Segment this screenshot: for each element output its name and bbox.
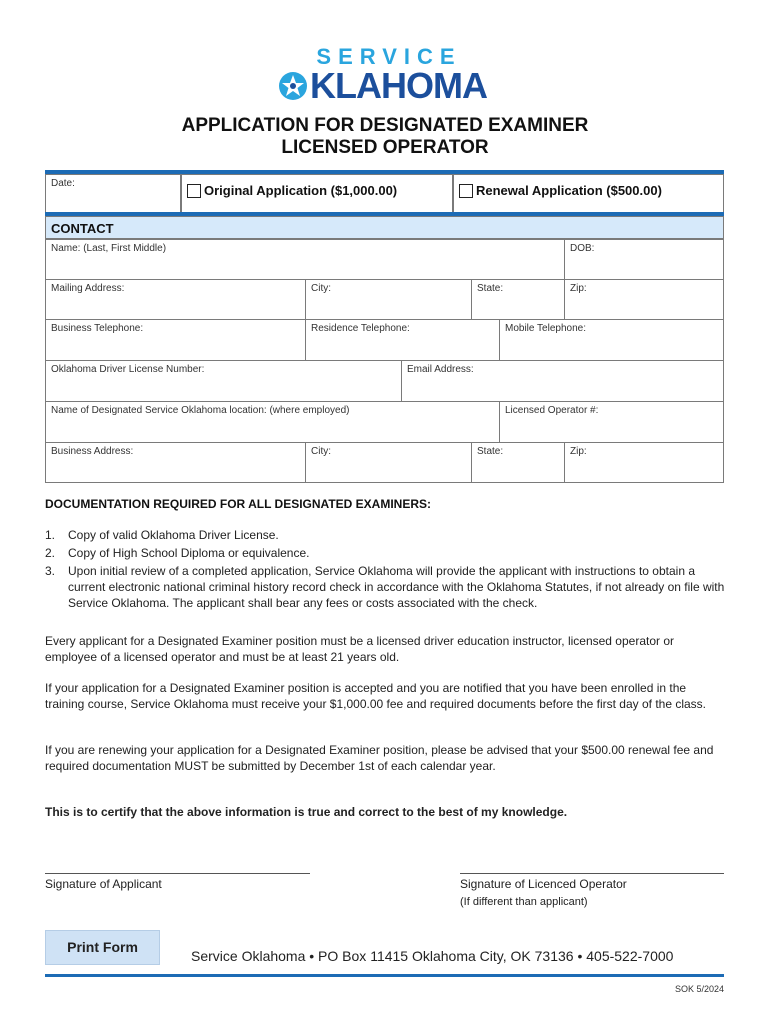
applicant-signature-label: Signature of Applicant xyxy=(45,877,162,891)
footer-address: Service Oklahoma • PO Box 11415 Oklahoma City, OK 73136 • 405-522-7000 xyxy=(191,948,674,964)
mobile-telephone-field[interactable]: Mobile Telephone: xyxy=(499,319,724,361)
renewal-application-option[interactable]: Renewal Application ($500.00) xyxy=(459,183,662,198)
business-address-field[interactable]: Business Address: xyxy=(45,442,306,483)
service-oklahoma-logo xyxy=(0,40,770,110)
oklahoma-star-icon xyxy=(278,71,308,101)
business-state-field[interactable]: State: xyxy=(471,442,565,483)
original-application-option[interactable]: Original Application ($1,000.00) xyxy=(187,183,397,198)
date-field[interactable]: Date: xyxy=(45,174,181,213)
state-field[interactable]: State: xyxy=(471,279,565,320)
list-item: 2. Copy of High School Diploma or equivalence. xyxy=(45,546,310,560)
original-application-checkbox[interactable] xyxy=(187,184,201,198)
contact-section-header: CONTACT xyxy=(45,216,724,239)
driver-license-number-field[interactable]: Oklahoma Driver License Number: xyxy=(45,360,402,402)
licensed-operator-number-field[interactable]: Licensed Operator #: xyxy=(499,401,724,443)
print-form-button[interactable]: Print Form xyxy=(45,930,160,965)
business-zip-field[interactable]: Zip: xyxy=(564,442,724,483)
operator-signature-note: (If different than applicant) xyxy=(460,896,588,908)
renewal-paragraph: If you are renewing your application for a Designated Examiner position, please be advised that your $500.00 renewal fee and required documentation MUST be submitted by December 1st of each calendar year. xyxy=(45,743,714,773)
mailing-address-field[interactable]: Mailing Address: xyxy=(45,279,306,320)
list-item: 3. Upon initial review of a completed application, Service Oklahoma will provide the applicant with instructions to obtain a current electronic national criminal history record check in accordance with the Oklahoma Statutes, if not already on file with Service Oklahoma. The applicant shall bear any fees or costs associated with the check. xyxy=(45,564,725,610)
training-fee-paragraph: If your application for a Designated Examiner position is accepted and you are notified that you have been enrolled in the training course, Service Oklahoma must receive your $1,000.00 fee and required documents before the first day of the class. xyxy=(45,681,707,711)
name-field[interactable]: Name: (Last, First Middle) xyxy=(45,239,565,280)
city-field[interactable]: City: xyxy=(305,279,472,320)
operator-signature-label: Signature of Licenced Operator xyxy=(460,877,627,891)
email-address-field[interactable]: Email Address: xyxy=(401,360,724,402)
business-telephone-field[interactable]: Business Telephone: xyxy=(45,319,306,361)
logo-oklahoma-text: KLAHOMA xyxy=(310,65,487,106)
list-item: 1. Copy of valid Oklahoma Driver License. xyxy=(45,528,279,542)
form-code: SOK 5/2024 xyxy=(674,984,724,994)
logo-service-text: SERVICE xyxy=(316,44,462,69)
residence-telephone-field[interactable]: Residence Telephone: xyxy=(305,319,500,361)
footer-divider xyxy=(45,974,724,977)
operator-signature-line[interactable] xyxy=(460,873,724,874)
documentation-list xyxy=(45,527,725,613)
renewal-application-checkbox[interactable] xyxy=(459,184,473,198)
zip-field[interactable]: Zip: xyxy=(564,279,724,320)
documentation-heading: DOCUMENTATION REQUIRED FOR ALL DESIGNATED EXAMINERS: xyxy=(45,497,432,511)
designated-location-field[interactable]: Name of Designated Service Oklahoma location: (where employed) xyxy=(45,401,500,443)
eligibility-paragraph: Every applicant for a Designated Examiner position must be a licensed driver education instructor, licensed operator or employee of a licensed operator and must be at least 21 years old. xyxy=(45,634,674,664)
applicant-signature-line[interactable] xyxy=(45,873,310,874)
dob-field[interactable]: DOB: xyxy=(564,239,724,280)
page-title: APPLICATION FOR DESIGNATED EXAMINER LICENSED OPERATOR xyxy=(181,115,589,158)
business-city-field[interactable]: City: xyxy=(305,442,472,483)
certification-statement: This is to certify that the above information is true and correct to the best of my knowledge. xyxy=(45,805,568,819)
